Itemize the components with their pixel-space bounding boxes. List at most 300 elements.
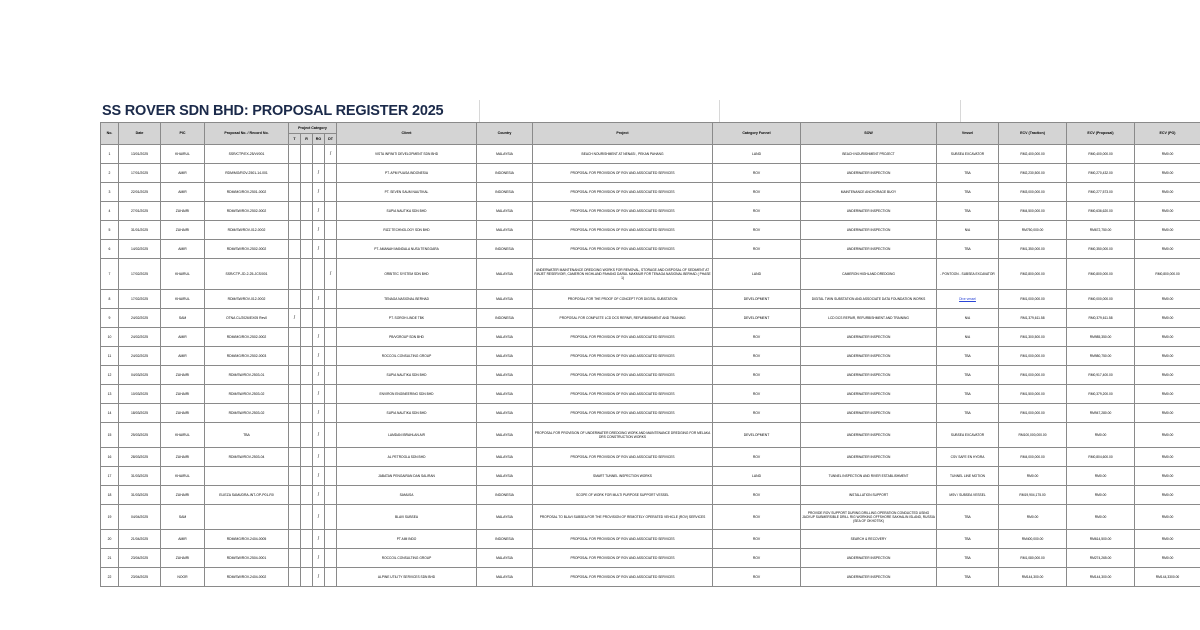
row-ecv-po[interactable]: RM0.00 <box>1135 183 1200 202</box>
header-cat-r[interactable]: R <box>301 134 313 145</box>
row-ecv-proposal[interactable]: RM274,265.00 <box>1067 549 1135 568</box>
row-ecv-proposal[interactable]: RM0,917,400.00 <box>1067 366 1135 385</box>
row-vessel[interactable]: N/A <box>937 328 999 347</box>
row-date[interactable]: 10/03/2025 <box>119 385 161 404</box>
row-country[interactable]: MALAYSIA <box>477 145 533 164</box>
row-cat-dt[interactable] <box>325 347 337 366</box>
row-ecv-proposal[interactable]: RM0,000,000.00 <box>1067 290 1135 309</box>
row-project[interactable]: UNDERWATER MAINTENANCE DREDGING WORKS FOR REMOVAL, STORAGE AND DISPOSAL OF SEDIMENT AT RINJET RESERVOIR, CAMERON HIGHLAND PAHANG DARUL MAKMUR FOR TENAGA NASIONAL BERHAD ( PHASE 1) <box>533 259 713 290</box>
row-project[interactable]: PROPOSAL FOR PROVISION OF UNDERWATER DREDGING WORK AND MAINTENANCE DREDGING FOR MELAKA DRS CONSTRUCTION WORKS <box>533 423 713 448</box>
row-cat-r[interactable] <box>301 309 313 328</box>
row-ecv-po[interactable]: RM0.00 <box>1135 486 1200 505</box>
row-ecv-traction[interactable]: RM400,000.00 <box>999 530 1067 549</box>
row-country[interactable]: INDONESIA <box>477 183 533 202</box>
row-ecv-proposal[interactable]: RM947,280.00 <box>1067 404 1135 423</box>
row-cat-t[interactable] <box>289 202 301 221</box>
row-date[interactable]: 27/01/2025 <box>119 202 161 221</box>
table-row[interactable] <box>101 290 1200 309</box>
row-ecv-proposal[interactable]: RM980,750.00 <box>1067 347 1135 366</box>
row-vessel[interactable]: TBA <box>937 183 999 202</box>
table-row[interactable] <box>101 448 1200 467</box>
row-cat-r[interactable] <box>301 486 313 505</box>
row-cat-r[interactable] <box>301 221 313 240</box>
row-ecv-traction[interactable]: RM1,379,611.58 <box>999 309 1067 328</box>
header-no[interactable]: No. <box>101 123 119 145</box>
row-pic[interactable]: AMIR <box>161 240 205 259</box>
row-pic[interactable]: AMIR <box>161 328 205 347</box>
row-proposal-no[interactable]: RDM/SW/ROV-2504-0001 <box>205 549 289 568</box>
row-cat-ro[interactable]: / <box>313 347 325 366</box>
header-cat-t[interactable]: T <box>289 134 301 145</box>
row-project[interactable]: PROPOSAL TO BLAVI SUBSEA FOR THE PROVISION OF REMOTELY OPERATED VEHICLE (ROV) SERVICES <box>533 505 713 530</box>
row-proposal-no[interactable] <box>205 505 289 530</box>
row-no[interactable]: 22 <box>101 568 119 587</box>
row-sow[interactable]: BEACH NOURISHMENT PROJECT <box>801 145 937 164</box>
table-row[interactable] <box>101 505 1200 530</box>
row-proposal-no[interactable]: RDM/MG/ROV-2501-14-001 <box>205 164 289 183</box>
row-project[interactable]: BEACH NOURISHMENT AT NENASI , PEKAN PAHANG <box>533 145 713 164</box>
row-date[interactable]: 28/03/2025 <box>119 448 161 467</box>
header-country[interactable]: Country <box>477 123 533 145</box>
row-country[interactable]: MALAYSIA <box>477 347 533 366</box>
row-ecv-po[interactable]: RM0.00 <box>1135 221 1200 240</box>
table-row[interactable] <box>101 221 1200 240</box>
row-ecv-proposal[interactable]: RM0,270,432.00 <box>1067 164 1135 183</box>
header-cat-ro[interactable]: RO <box>313 134 325 145</box>
row-no[interactable]: 7 <box>101 259 119 290</box>
row-client[interactable]: PT AIM INDO <box>337 530 477 549</box>
row-ecv-po[interactable]: RM0,800,000.00 <box>1135 259 1200 290</box>
row-date[interactable]: 31/01/2025 <box>119 221 161 240</box>
row-vessel[interactable]: TBA <box>937 347 999 366</box>
row-vessel[interactable]: TBA <box>937 385 999 404</box>
row-ecv-traction[interactable]: RM100,000,000.00 <box>999 423 1067 448</box>
row-cat-ro[interactable]: / <box>313 505 325 530</box>
row-category-funnel[interactable]: ROV <box>713 549 801 568</box>
row-cat-t[interactable] <box>289 549 301 568</box>
row-cat-t[interactable] <box>289 259 301 290</box>
row-client[interactable]: ROCCOIL CONSULTING GROUP <box>337 347 477 366</box>
row-no[interactable]: 17 <box>101 467 119 486</box>
row-project[interactable]: PROPOSAL FOR PROVISION OF ROV AND ASSOCIATED SERVICES <box>533 385 713 404</box>
row-pic[interactable]: ZUHAIRI <box>161 366 205 385</box>
row-cat-r[interactable] <box>301 505 313 530</box>
row-category-funnel[interactable]: ROV <box>713 164 801 183</box>
row-cat-r[interactable] <box>301 404 313 423</box>
row-proposal-no[interactable]: ELIEZA SAMUDRA-INT-OP-P01-R0 <box>205 486 289 505</box>
row-ecv-po[interactable]: RM0.00 <box>1135 240 1200 259</box>
row-cat-dt[interactable] <box>325 486 337 505</box>
row-client[interactable]: PT. AMANAH MANDALA NUSA TENGGARA <box>337 240 477 259</box>
row-pic[interactable]: SAM <box>161 505 205 530</box>
row-proposal-no[interactable]: SSR/CTP-JD-2-25-JCS/001 <box>205 259 289 290</box>
row-pic[interactable]: AMIR <box>161 164 205 183</box>
row-ecv-traction[interactable]: RM750,000.00 <box>999 221 1067 240</box>
row-cat-ro[interactable] <box>313 259 325 290</box>
row-sow[interactable]: TUNNEL INSPECTION AND RIVER ESTABLISHMENT <box>801 467 937 486</box>
row-sow[interactable]: UNDERWATER INSPECTION <box>801 366 937 385</box>
row-pic[interactable]: ZUHAIRI <box>161 202 205 221</box>
row-proposal-no[interactable]: RDM/SW/ROV-2503-02 <box>205 385 289 404</box>
row-client[interactable]: ALPINE UTILITY SERVICES SDN BHD <box>337 568 477 587</box>
row-client[interactable]: ROCCOIL CONSULTING GROUP <box>337 549 477 568</box>
row-project[interactable]: PROPOSAL FOR PROVISION OF ROV AND ASSOCIATED SERVICES <box>533 347 713 366</box>
header-client[interactable]: Client <box>337 123 477 145</box>
row-vessel[interactable]: SUBSEA EXCAVATOR <box>937 423 999 448</box>
row-project[interactable]: SMART TUNNEL INSPECTION WORKS <box>533 467 713 486</box>
row-cat-ro[interactable]: / <box>313 164 325 183</box>
row-ecv-traction[interactable]: RM1,000,000.00 <box>999 404 1067 423</box>
row-client[interactable]: PT. APM PUASA INDONESIA <box>337 164 477 183</box>
row-ecv-po[interactable]: RM0.00 <box>1135 309 1200 328</box>
row-vessel[interactable]: N/A <box>937 221 999 240</box>
row-proposal-no[interactable]: RDM/SW/ROV-012-0002 <box>205 221 289 240</box>
row-ecv-po[interactable]: RM0.00 <box>1135 530 1200 549</box>
row-category-funnel[interactable]: LAND <box>713 145 801 164</box>
row-cat-dt[interactable] <box>325 240 337 259</box>
row-cat-t[interactable] <box>289 385 301 404</box>
row-date[interactable]: 25/03/2025 <box>119 423 161 448</box>
row-pic[interactable]: SAM <box>161 309 205 328</box>
row-category-funnel[interactable]: ROV <box>713 366 801 385</box>
row-ecv-traction[interactable]: RM0.00 <box>999 467 1067 486</box>
row-ecv-proposal[interactable]: RM0.00 <box>1067 505 1135 530</box>
row-vessel[interactable]: TBA <box>937 366 999 385</box>
row-cat-ro[interactable]: / <box>313 385 325 404</box>
row-client[interactable]: BLAVI SUBSEA <box>337 505 477 530</box>
header-ecv-po[interactable]: ECV (PO) <box>1135 123 1200 145</box>
row-client[interactable]: TENAGA NASIONAL BERHAD <box>337 290 477 309</box>
row-cat-ro[interactable]: / <box>313 202 325 221</box>
row-cat-ro[interactable]: / <box>313 366 325 385</box>
row-project[interactable]: PROPOSAL FOR PROVISION OF ROV AND ASSOCIATED SERVICES <box>533 240 713 259</box>
row-ecv-traction[interactable]: RM1,000,000.00 <box>999 347 1067 366</box>
row-ecv-traction[interactable]: RM3,000,000.00 <box>999 183 1067 202</box>
row-client[interactable]: AL PETROGLA SDN BHD <box>337 448 477 467</box>
row-category-funnel[interactable]: LAND <box>713 259 801 290</box>
row-vessel[interactable]: TBA <box>937 568 999 587</box>
row-client[interactable]: LAMDAN IBRAHLAN AIR <box>337 423 477 448</box>
row-proposal-no[interactable]: RDM/SW/ROV-2503-01 <box>205 366 289 385</box>
row-date[interactable]: 04/04/2025 <box>119 505 161 530</box>
row-sow[interactable]: UNDERWATER INSPECTION <box>801 328 937 347</box>
row-cat-dt[interactable] <box>325 385 337 404</box>
row-vessel[interactable]: SUBSEA EXCAVATOR <box>937 145 999 164</box>
row-ecv-proposal[interactable]: RM0,800,000.00 <box>1067 259 1135 290</box>
row-ecv-po[interactable]: RM0.00 <box>1135 202 1200 221</box>
row-ecv-proposal[interactable]: RM672,750.00 <box>1067 221 1135 240</box>
row-project[interactable]: PROPOSAL FOR PROVISION OF ROV AND ASSOCIATED SERVICES <box>533 568 713 587</box>
row-category-funnel[interactable]: DEVELOPMENT <box>713 290 801 309</box>
row-client[interactable]: SUPIA NAUTIKA SDN BHD <box>337 366 477 385</box>
row-client[interactable]: VISTA INFINITI DEVELOPMENT SDN BHD <box>337 145 477 164</box>
row-cat-r[interactable] <box>301 290 313 309</box>
row-ecv-po[interactable]: RM0.00 <box>1135 549 1200 568</box>
table-row[interactable] <box>101 145 1200 164</box>
row-country[interactable]: INDONESIA <box>477 486 533 505</box>
row-date[interactable]: 21/04/2025 <box>119 530 161 549</box>
row-sow[interactable]: UNDERWATER INSPECTION <box>801 549 937 568</box>
row-category-funnel[interactable]: ROV <box>713 385 801 404</box>
table-row[interactable] <box>101 328 1200 347</box>
row-cat-dt[interactable] <box>325 221 337 240</box>
row-country[interactable]: MALAYSIA <box>477 221 533 240</box>
row-project[interactable]: PROPOSAL FOR PROVISION OF ROV AND ASSOCIATED SERVICES <box>533 221 713 240</box>
row-date[interactable]: 24/02/2025 <box>119 347 161 366</box>
row-cat-r[interactable] <box>301 423 313 448</box>
row-cat-dt[interactable] <box>325 164 337 183</box>
row-date[interactable]: 23/04/2025 <box>119 549 161 568</box>
table-row[interactable] <box>101 404 1200 423</box>
row-sow[interactable]: UNDERWATER INSPECTION <box>801 164 937 183</box>
row-date[interactable]: 22/01/2025 <box>119 183 161 202</box>
row-sow[interactable]: LCD DCS REPAIR, REFURBISHMENT AND TRAINING <box>801 309 937 328</box>
row-category-funnel[interactable]: ROV <box>713 404 801 423</box>
row-cat-dt[interactable] <box>325 183 337 202</box>
row-proposal-no[interactable] <box>205 467 289 486</box>
row-cat-t[interactable] <box>289 448 301 467</box>
row-vessel[interactable]: N/A <box>937 309 999 328</box>
row-cat-t[interactable]: / <box>289 309 301 328</box>
row-no[interactable]: 20 <box>101 530 119 549</box>
row-no[interactable]: 3 <box>101 183 119 202</box>
row-proposal-no[interactable]: RDM/SW/ROV-2502-0002 <box>205 240 289 259</box>
row-cat-r[interactable] <box>301 240 313 259</box>
row-ecv-proposal[interactable]: RM0,379,200.00 <box>1067 385 1135 404</box>
header-date[interactable]: Date <box>119 123 161 145</box>
row-cat-dt[interactable] <box>325 568 337 587</box>
row-sow[interactable]: INSTALLATION SUPPORT <box>801 486 937 505</box>
row-pic[interactable]: AMIR <box>161 347 205 366</box>
row-pic[interactable]: ZUHAIRI <box>161 486 205 505</box>
row-date[interactable]: 13/01/2025 <box>119 145 161 164</box>
row-project[interactable]: PROPOSAL FOR PROVISION OF ROV AND ASSOCIATED SERVICES <box>533 328 713 347</box>
row-no[interactable]: 5 <box>101 221 119 240</box>
table-row[interactable] <box>101 347 1200 366</box>
row-cat-r[interactable] <box>301 448 313 467</box>
row-country[interactable]: MALAYSIA <box>477 290 533 309</box>
row-cat-dt[interactable] <box>325 530 337 549</box>
row-ecv-po[interactable]: RM0.00 <box>1135 328 1200 347</box>
row-sow[interactable]: UNDERWATER INSPECTION <box>801 423 937 448</box>
row-sow[interactable]: UNDERWATER INSPECTION <box>801 404 937 423</box>
row-project[interactable]: PROPOSAL FOR PROVISION OF ROV AND ASSOCIATED SERVICES <box>533 202 713 221</box>
table-row[interactable] <box>101 467 1200 486</box>
row-ecv-traction[interactable]: RM2,800,000.00 <box>999 259 1067 290</box>
row-cat-dt[interactable]: / <box>325 145 337 164</box>
row-category-funnel[interactable]: ROV <box>713 221 801 240</box>
row-pic[interactable]: KHAIRUL <box>161 259 205 290</box>
row-country[interactable]: INDONESIA <box>477 530 533 549</box>
row-cat-r[interactable] <box>301 385 313 404</box>
row-project[interactable]: SCOPE OF WORK FOR MULTI PURPOSE SUPPORT VESSEL <box>533 486 713 505</box>
row-sow[interactable]: UNDERWATER INSPECTION <box>801 221 937 240</box>
row-vessel[interactable]: TBA <box>937 240 999 259</box>
row-ecv-proposal[interactable]: RM0,400,000.00 <box>1067 145 1135 164</box>
table-row[interactable] <box>101 164 1200 183</box>
row-pic[interactable]: ZUHAIRI <box>161 221 205 240</box>
row-no[interactable]: 14 <box>101 404 119 423</box>
row-cat-ro[interactable]: / <box>313 328 325 347</box>
table-row[interactable] <box>101 259 1200 290</box>
row-project[interactable]: PROPOSAL FOR PROVISION OF ROV AND ASSOCIATED SERVICES <box>533 183 713 202</box>
row-cat-ro[interactable]: / <box>313 448 325 467</box>
row-country[interactable]: INDONESIA <box>477 164 533 183</box>
row-country[interactable]: MALAYSIA <box>477 549 533 568</box>
row-category-funnel[interactable]: ROV <box>713 505 801 530</box>
row-date[interactable]: 31/03/2025 <box>119 486 161 505</box>
row-project[interactable]: PROPOSAL FOR PROVISION OF ROV AND ASSOCIATED SERVICES <box>533 448 713 467</box>
row-vessel[interactable]: MSV / SUBSEA VESSEL <box>937 486 999 505</box>
row-ecv-proposal[interactable]: RM0,350,000.00 <box>1067 240 1135 259</box>
row-ecv-po[interactable]: RM144,3300.00 <box>1135 568 1200 587</box>
row-cat-t[interactable] <box>289 505 301 530</box>
row-date[interactable]: 17/01/2025 <box>119 164 161 183</box>
row-proposal-no[interactable]: RDM/MG/ROV-2404-0005 <box>205 530 289 549</box>
row-cat-t[interactable] <box>289 530 301 549</box>
row-ecv-proposal[interactable]: RM0,379,611.58 <box>1067 309 1135 328</box>
row-cat-r[interactable] <box>301 568 313 587</box>
row-no[interactable]: 8 <box>101 290 119 309</box>
row-sow[interactable]: UNDERWATER INSPECTION <box>801 385 937 404</box>
row-cat-t[interactable] <box>289 183 301 202</box>
row-category-funnel[interactable]: LAND <box>713 467 801 486</box>
row-ecv-po[interactable]: RM0.00 <box>1135 467 1200 486</box>
row-date[interactable]: 24/02/2025 <box>119 328 161 347</box>
row-proposal-no[interactable]: RDM/MG/ROV-2502-0002 <box>205 328 289 347</box>
row-no[interactable]: 1 <box>101 145 119 164</box>
row-category-funnel[interactable]: ROV <box>713 202 801 221</box>
row-pic[interactable]: NOOR <box>161 568 205 587</box>
row-date[interactable]: 17/02/2025 <box>119 259 161 290</box>
row-client[interactable]: PT. SEVEN SAUM NAUTIKAL <box>337 183 477 202</box>
row-no[interactable]: 11 <box>101 347 119 366</box>
header-ecv-proposal[interactable]: ECV (Proposal) <box>1067 123 1135 145</box>
row-ecv-po[interactable]: RM0.00 <box>1135 366 1200 385</box>
row-no[interactable]: 10 <box>101 328 119 347</box>
header-ecv-traction[interactable]: ECV (Traction) <box>999 123 1067 145</box>
row-sow[interactable]: UNDERWATER INSPECTION <box>801 347 937 366</box>
row-ecv-proposal[interactable]: RM614,500.00 <box>1067 530 1135 549</box>
row-category-funnel[interactable]: ROV <box>713 347 801 366</box>
row-ecv-proposal[interactable]: RM0,277,573.00 <box>1067 183 1135 202</box>
row-cat-ro[interactable]: / <box>313 240 325 259</box>
row-project[interactable]: PROPOSAL FOR PROVISION OF ROV AND ASSOCIATED SERVICES <box>533 549 713 568</box>
row-cat-dt[interactable] <box>325 505 337 530</box>
row-cat-t[interactable] <box>289 328 301 347</box>
row-cat-ro[interactable]: / <box>313 404 325 423</box>
row-no[interactable]: 18 <box>101 486 119 505</box>
row-cat-ro[interactable]: / <box>313 568 325 587</box>
row-pic[interactable]: ZUHAIRI <box>161 448 205 467</box>
header-sow[interactable]: SOW <box>801 123 937 145</box>
row-category-funnel[interactable]: DEVELOPMENT <box>713 423 801 448</box>
row-ecv-po[interactable]: RM0.00 <box>1135 347 1200 366</box>
header-category-funnel[interactable]: Category Funnel <box>713 123 801 145</box>
table-row[interactable] <box>101 183 1200 202</box>
row-category-funnel[interactable]: ROV <box>713 530 801 549</box>
row-cat-r[interactable] <box>301 530 313 549</box>
row-ecv-traction[interactable]: RM1,000,000.00 <box>999 366 1067 385</box>
table-row[interactable] <box>101 385 1200 404</box>
row-project[interactable]: PROPOSAL FOR PROVISION OF ROV AND ASSOCIATED SERVICES <box>533 404 713 423</box>
row-cat-ro[interactable]: / <box>313 290 325 309</box>
row-cat-r[interactable] <box>301 366 313 385</box>
row-ecv-proposal[interactable]: RM0,804,600.00 <box>1067 448 1135 467</box>
row-date[interactable]: 04/03/2025 <box>119 366 161 385</box>
row-sow[interactable]: DIGITAL TWIN SUBSTATION AND ASSOCIATE DATA FOUNDATION WORKS <box>801 290 937 309</box>
row-vessel[interactable]: TUNNEL LINE MOTION <box>937 467 999 486</box>
row-cat-ro[interactable]: / <box>313 530 325 549</box>
row-cat-ro[interactable]: / <box>313 467 325 486</box>
row-ecv-po[interactable]: RM0.00 <box>1135 448 1200 467</box>
row-proposal-no[interactable]: TBA <box>205 423 289 448</box>
row-client[interactable]: ENVIRON ENGINEERING SDN BHD <box>337 385 477 404</box>
row-country[interactable]: MALAYSIA <box>477 568 533 587</box>
header-pic[interactable]: PIC <box>161 123 205 145</box>
row-no[interactable]: 12 <box>101 366 119 385</box>
row-proposal-no[interactable]: RDM/SW/ROV-2503-04 <box>205 448 289 467</box>
row-category-funnel[interactable]: DEVELOPMENT <box>713 309 801 328</box>
row-no[interactable]: 2 <box>101 164 119 183</box>
row-country[interactable]: MALAYSIA <box>477 366 533 385</box>
row-cat-dt[interactable]: / <box>325 259 337 290</box>
row-country[interactable]: MALAYSIA <box>477 328 533 347</box>
row-cat-dt[interactable] <box>325 467 337 486</box>
row-vessel[interactable]: CSV SAFE EN HYDRA <box>937 448 999 467</box>
row-ecv-proposal[interactable]: RM0.00 <box>1067 486 1135 505</box>
row-pic[interactable]: KHAIRUL <box>161 290 205 309</box>
row-ecv-po[interactable]: RM0.00 <box>1135 423 1200 448</box>
row-category-funnel[interactable]: ROV <box>713 240 801 259</box>
row-date[interactable]: 14/02/2025 <box>119 240 161 259</box>
row-country[interactable]: INDONESIA <box>477 240 533 259</box>
row-ecv-po[interactable]: RM0.00 <box>1135 404 1200 423</box>
table-row[interactable] <box>101 568 1200 587</box>
row-country[interactable]: MALAYSIA <box>477 505 533 530</box>
header-cat-dt[interactable]: DT <box>325 134 337 145</box>
row-proposal-no[interactable]: OTNA CL/2026/EX05 Rev0 <box>205 309 289 328</box>
row-cat-t[interactable] <box>289 423 301 448</box>
row-cat-t[interactable] <box>289 164 301 183</box>
row-proposal-no[interactable]: RDM/SW/ROV-012-0002 <box>205 290 289 309</box>
header-project-category[interactable]: Project Category <box>289 123 337 134</box>
header-vessel[interactable]: Vessel <box>937 123 999 145</box>
row-vessel[interactable]: - PONTOON - SUBSEA EXCAVATOR <box>937 259 999 290</box>
row-no[interactable]: 15 <box>101 423 119 448</box>
row-proposal-no[interactable]: RDM/SW/ROV-2503-02 <box>205 404 289 423</box>
row-cat-dt[interactable] <box>325 448 337 467</box>
row-vessel[interactable] <box>937 290 999 309</box>
row-cat-ro[interactable]: / <box>313 183 325 202</box>
row-cat-ro[interactable]: / <box>313 486 325 505</box>
row-cat-dt[interactable] <box>325 549 337 568</box>
row-ecv-po[interactable]: RM0.00 <box>1135 164 1200 183</box>
row-cat-r[interactable] <box>301 467 313 486</box>
row-ecv-traction[interactable]: RM1,300,500.00 <box>999 328 1067 347</box>
row-proposal-no[interactable]: RDM/SW/ROV-2502-0002 <box>205 202 289 221</box>
row-vessel[interactable]: TBA <box>937 505 999 530</box>
row-cat-r[interactable] <box>301 549 313 568</box>
table-row[interactable] <box>101 423 1200 448</box>
row-cat-t[interactable] <box>289 290 301 309</box>
row-sow[interactable]: MAINTENANCE ANCHORAGE BUOY <box>801 183 937 202</box>
row-date[interactable]: 18/03/2025 <box>119 404 161 423</box>
row-country[interactable]: MALAYSIA <box>477 448 533 467</box>
row-category-funnel[interactable]: ROV <box>713 568 801 587</box>
row-client[interactable]: SAMUSA <box>337 486 477 505</box>
row-ecv-traction[interactable]: RM1,080,000.00 <box>999 549 1067 568</box>
